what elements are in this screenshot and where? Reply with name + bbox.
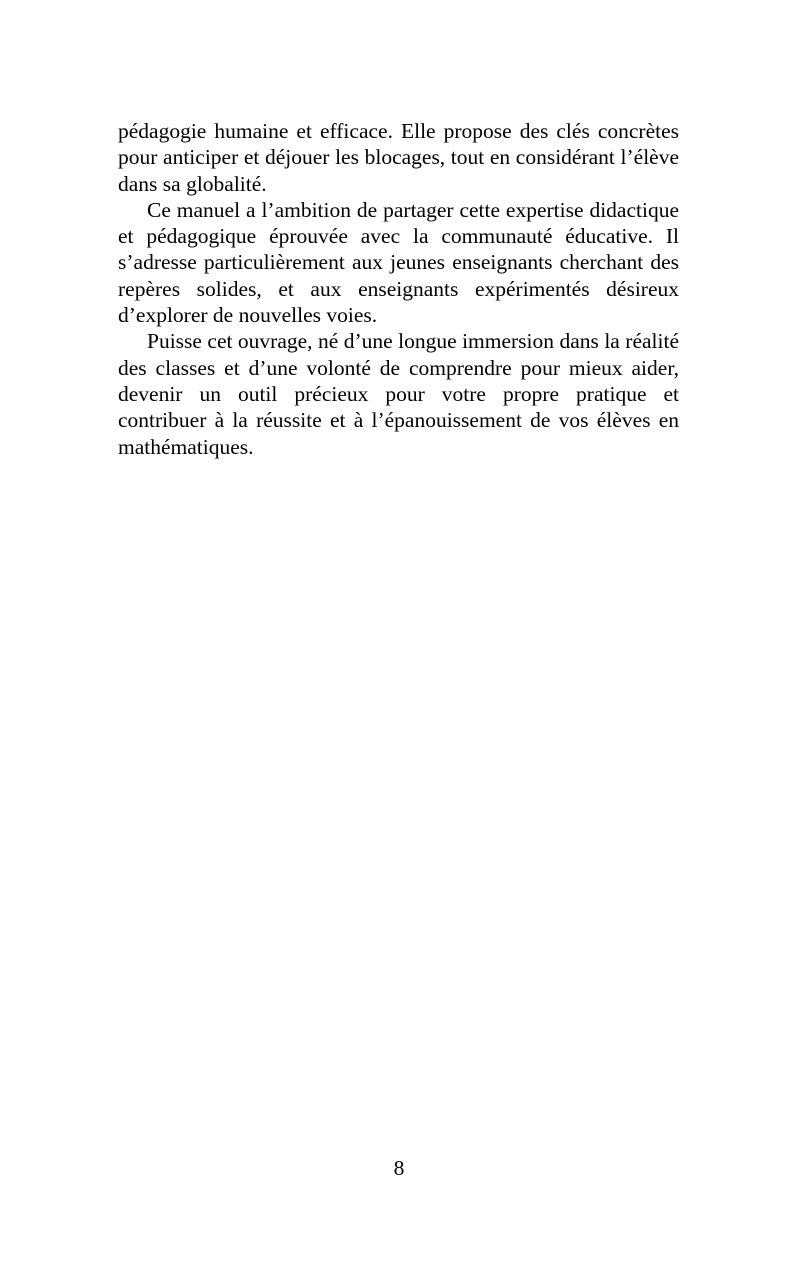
body-text <box>118 118 679 460</box>
paragraph-continuation: pédagogie humaine et efficace. Elle propose des clés concrètes pour anticiper et déjouer les blocages, tout en considérant l’élève dans sa globalité. <box>118 119 679 196</box>
paragraph-closing-wish: Puisse cet ouvrage, né d’une longue immersion dans la réalité des classes et d’une volonté de comprendre pour mieux aider, devenir un outil précieux pour votre propre pratique et contribuer à la réussite et à l’épanouissement de vos élèves en mathématiques. <box>118 329 679 459</box>
page-number: 8 <box>393 1156 405 1180</box>
paragraph-manual-ambition: Ce manuel a l’ambition de partager cette expertise didactique et pédagogique éprouvée avec la communauté éducative. Il s’adresse particulièrement aux jeunes enseignants cherchant des repères solides, et aux enseignants expérimentés désireux d’explorer de nouvelles voies. <box>118 197 679 328</box>
